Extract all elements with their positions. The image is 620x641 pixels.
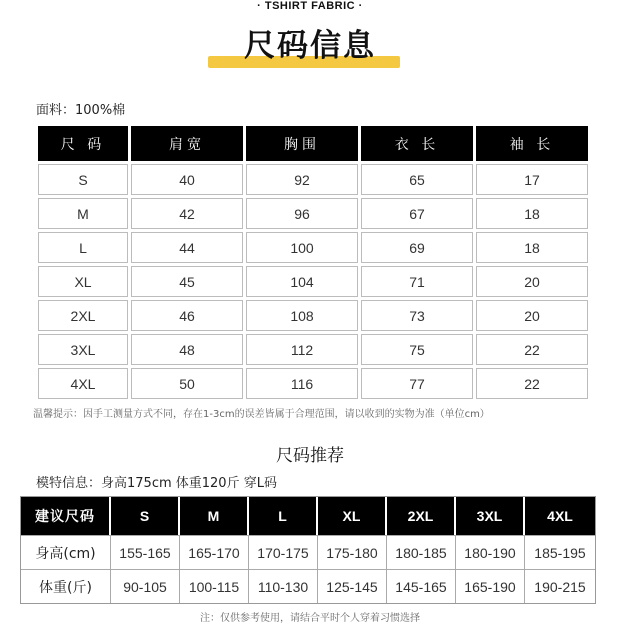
length-cell: 67: [361, 198, 473, 229]
weight-cell: 90-105: [111, 569, 180, 603]
chest-cell: 92: [246, 164, 358, 195]
fabric-label: 面料：100%棉: [36, 103, 126, 118]
size-cell: 3XL: [38, 334, 128, 365]
length-cell: 65: [361, 164, 473, 195]
shoulder-cell: 40: [131, 164, 243, 195]
size-cell: L: [38, 232, 128, 263]
sleeve-cell: 18: [476, 198, 588, 229]
shoulder-cell: 50: [131, 368, 243, 399]
size-cell: XL: [38, 266, 128, 297]
title-block: [0, 22, 620, 70]
weight-cell: 125-145: [318, 569, 387, 603]
chest-cell: 96: [246, 198, 358, 229]
size-cell: S: [38, 164, 128, 195]
header-length: 衣 长: [361, 126, 473, 161]
chest-cell: 116: [246, 368, 358, 399]
weight-row: [21, 569, 595, 603]
header-size-s: S: [111, 497, 180, 535]
table-row: [38, 198, 588, 229]
chest-cell: 100: [246, 232, 358, 263]
height-row: [21, 535, 595, 569]
header-shoulder: 肩宽: [131, 126, 243, 161]
length-cell: 69: [361, 232, 473, 263]
height-row-label: 身高(cm): [21, 535, 111, 569]
shoulder-cell: 45: [131, 266, 243, 297]
header-size-3xl: 3XL: [456, 497, 525, 535]
header-sleeve: 袖 长: [476, 126, 588, 161]
model-info: 模特信息：身高175cm 体重120斤 穿L码: [36, 476, 277, 491]
header-size-xl: XL: [318, 497, 387, 535]
table-row: [38, 300, 588, 331]
size-cell: 4XL: [38, 368, 128, 399]
weight-cell: 100-115: [180, 569, 249, 603]
shoulder-cell: 42: [131, 198, 243, 229]
recommend-header-row: [21, 497, 595, 535]
weight-cell: 165-190: [456, 569, 525, 603]
table-row: [38, 232, 588, 263]
sleeve-cell: 20: [476, 266, 588, 297]
size-cell: M: [38, 198, 128, 229]
height-cell: 180-185: [387, 535, 456, 569]
length-cell: 73: [361, 300, 473, 331]
header-size-m: M: [180, 497, 249, 535]
sleeve-cell: 22: [476, 368, 588, 399]
shoulder-cell: 44: [131, 232, 243, 263]
page-title: 尺码信息: [244, 28, 376, 64]
chest-cell: 104: [246, 266, 358, 297]
weight-cell: 110-130: [249, 569, 318, 603]
weight-cell: 190-215: [525, 569, 595, 603]
header-size-4xl: 4XL: [525, 497, 595, 535]
size-cell: 2XL: [38, 300, 128, 331]
chest-cell: 108: [246, 300, 358, 331]
sleeve-cell: 18: [476, 232, 588, 263]
table-row: [38, 266, 588, 297]
measurement-note: 温馨提示：因手工测量方式不同，存在1-3cm的误差皆属于合理范围，请以收到的实物为准（单位cm）: [33, 409, 490, 420]
chest-cell: 112: [246, 334, 358, 365]
recommend-title: 尺码推荐: [276, 446, 344, 466]
shoulder-cell: 48: [131, 334, 243, 365]
height-cell: 155-165: [111, 535, 180, 569]
height-cell: 180-190: [456, 535, 525, 569]
length-cell: 75: [361, 334, 473, 365]
height-cell: 165-170: [180, 535, 249, 569]
table-row: [38, 368, 588, 399]
height-cell: 170-175: [249, 535, 318, 569]
sleeve-cell: 20: [476, 300, 588, 331]
size-table: [35, 123, 591, 402]
brand-tagline: · TSHIRT FABRIC ·: [257, 0, 363, 12]
header-chest: 胸围: [246, 126, 358, 161]
header-suggest-size: 建议尺码: [21, 497, 111, 535]
height-cell: 175-180: [318, 535, 387, 569]
height-cell: 185-195: [525, 535, 595, 569]
length-cell: 77: [361, 368, 473, 399]
table-row: [38, 164, 588, 195]
sleeve-cell: 17: [476, 164, 588, 195]
weight-cell: 145-165: [387, 569, 456, 603]
header-size-l: L: [249, 497, 318, 535]
header-size-2xl: 2XL: [387, 497, 456, 535]
size-table-header-row: [38, 126, 588, 161]
header-size: 尺 码: [38, 126, 128, 161]
weight-row-label: 体重(斤): [21, 569, 111, 603]
recommend-table: [20, 496, 596, 604]
shoulder-cell: 46: [131, 300, 243, 331]
sleeve-cell: 22: [476, 334, 588, 365]
bottom-note: 注：仅供参考使用，请结合平时个人穿着习惯选择: [200, 613, 420, 624]
length-cell: 71: [361, 266, 473, 297]
table-row: [38, 334, 588, 365]
